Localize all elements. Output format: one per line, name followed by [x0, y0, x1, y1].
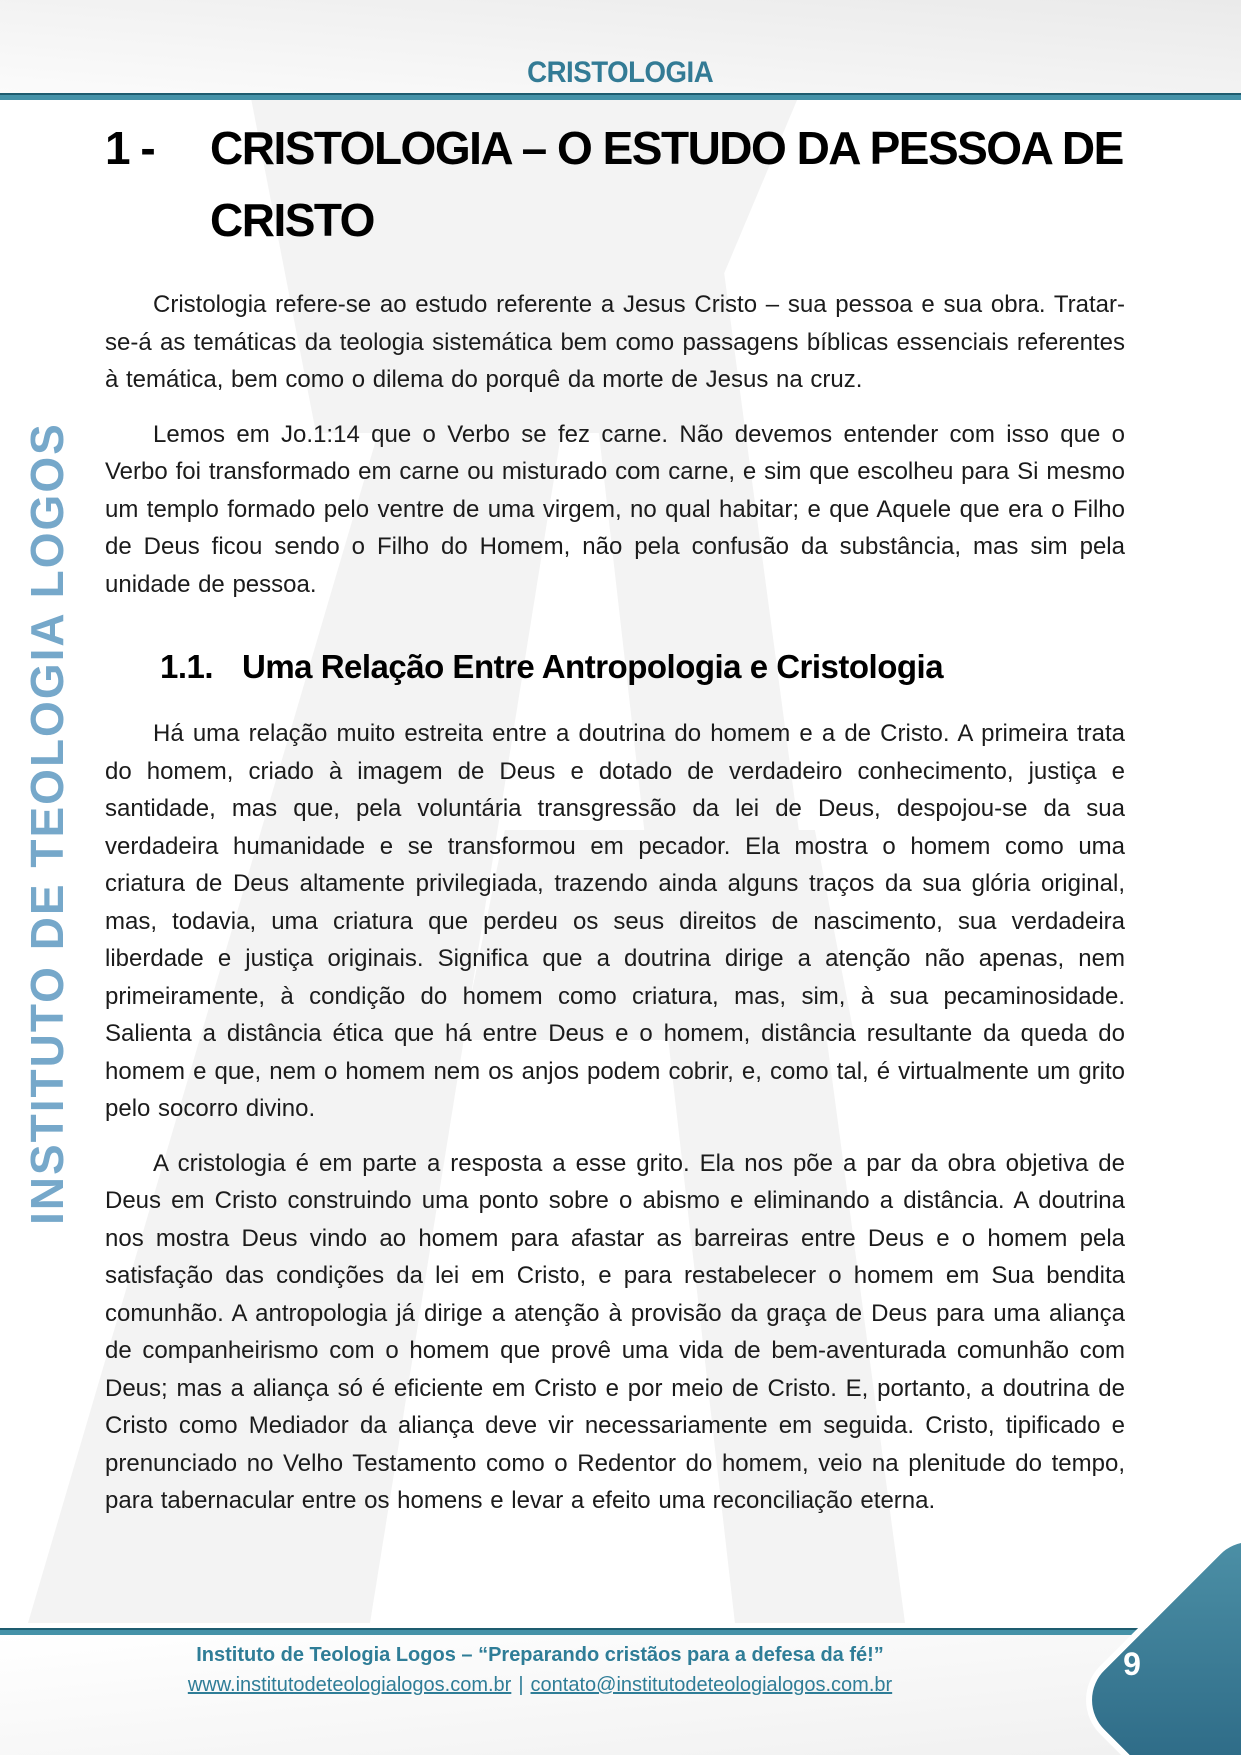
section-heading: [160, 645, 1125, 689]
footer-rule: [0, 1628, 1241, 1635]
footer: [60, 1644, 1020, 1697]
paragraph: Lemos em Jo.1:14 que o Verbo se fez carne. Não devemos entender com isso que o Verbo foi transformado em carne ou misturado com carne, e sim que escolheu para Si mesmo um templo formado pelo ventre de uma virgem, no qual habitar; e que Aquele que era o Filho de Deus ficou sendo o Filho do Homem, não pela confusão da substância, mas sim pela unidade de pessoa.: [105, 420, 1125, 598]
chapter-heading-title: [210, 112, 1123, 256]
chapter-heading-line1: CRISTOLOGIA – O ESTUDO DA PESSOA DE: [210, 122, 1123, 174]
paragraph: Cristologia refere-se ao estudo referente a Jesus Cristo – sua pessoa e sua obra. Tratar-se-á as temáticas da teologia sistemática bem como passagens bíblicas essenciais referentes à temática, bem como o dilema do porquê da morte de Jesus na cruz.: [105, 291, 1125, 393]
section-heading-number: 1.1.: [160, 648, 214, 685]
running-header-title: CRISTOLOGIA: [527, 56, 714, 89]
footer-link-separator: |: [518, 1674, 524, 1696]
header-rule: [0, 93, 1241, 100]
main-content: [105, 112, 1125, 1537]
chapter-heading: [105, 112, 1125, 256]
footer-website-link[interactable]: www.institutodeteologialogos.com.br: [187, 1674, 512, 1696]
chapter-heading-number: 1 -: [105, 122, 155, 174]
paragraph: Há uma relação muito estreita entre a doutrina do homem e a de Cristo. A primeira trata do homem, criado à imagem de Deus e dotado de verdadeiro conhecimento, justiça e santidade, mas que, pela voluntária transgressão da lei de Deus, despojou-se da sua verdadeira humanidade e se transformou em pecador. Ela mostra o homem como uma criatura de Deus altamente privilegiada, trazendo ainda alguns traços da sua glória original, mas, todavia, uma criatura que perdeu os seus direitos de nascimento, sua verdadeira liberdade e justiça originais. Significa que a doutrina dirige a atenção não apenas, nem primeiramente, à condição do homem como criatura, mas, sim, à sua pecaminosidade. Salienta a distância ética que há entre Deus e o homem, distância resultante da queda do homem e que, nem o homem nem os anjos podem cobrir, e, como tal, é virtualmente um grito pelo socorro divino.: [105, 720, 1125, 1122]
footer-tagline: Instituto de Teologia Logos – “Preparando cristãos para a defesa da fé!”: [196, 1644, 884, 1666]
sidebar-brand-vertical-text: INSTITUTO DE TEOLOGIA LOGOS: [21, 422, 73, 1225]
paragraph: A cristologia é em parte a resposta a esse grito. Ela nos põe a par da obra objetiva de Deus em Cristo construindo uma ponto sobre o abismo e eliminando a distância. A doutrina nos mostra Deus vindo ao homem para afastar as barreiras entre Deus e o homem pela satisfação das condições da lei em Cristo, e para restabelecer o homem em Sua bendita comunhão. A antropologia já dirige a atenção à provisão da graça de Deus para uma aliança de companheirismo com o homem que provê uma vida de bem-aventurada comunhão com Deus; mas a aliança só é eficiente em Cristo e por meio de Cristo. E, portanto, a doutrina de Cristo como Mediador da aliança deve vir necessariamente em seguida. Cristo, tipificado e prenunciado no Velho Testamento como o Redentor do homem, veio na plenitude do tempo, para tabernacular entre os homens e levar a efeito uma reconciliação eterna.: [105, 1149, 1125, 1514]
footer-links: [60, 1674, 1020, 1697]
chapter-heading-line2: CRISTO: [210, 194, 374, 246]
footer-email-link[interactable]: contato@institutodeteologialogos.com.br: [530, 1674, 893, 1696]
page-number: 9: [1123, 1646, 1141, 1682]
page-header-band: [0, 0, 1241, 93]
section-heading-title: Uma Relação Entre Antropologia e Cristologia: [242, 648, 944, 685]
